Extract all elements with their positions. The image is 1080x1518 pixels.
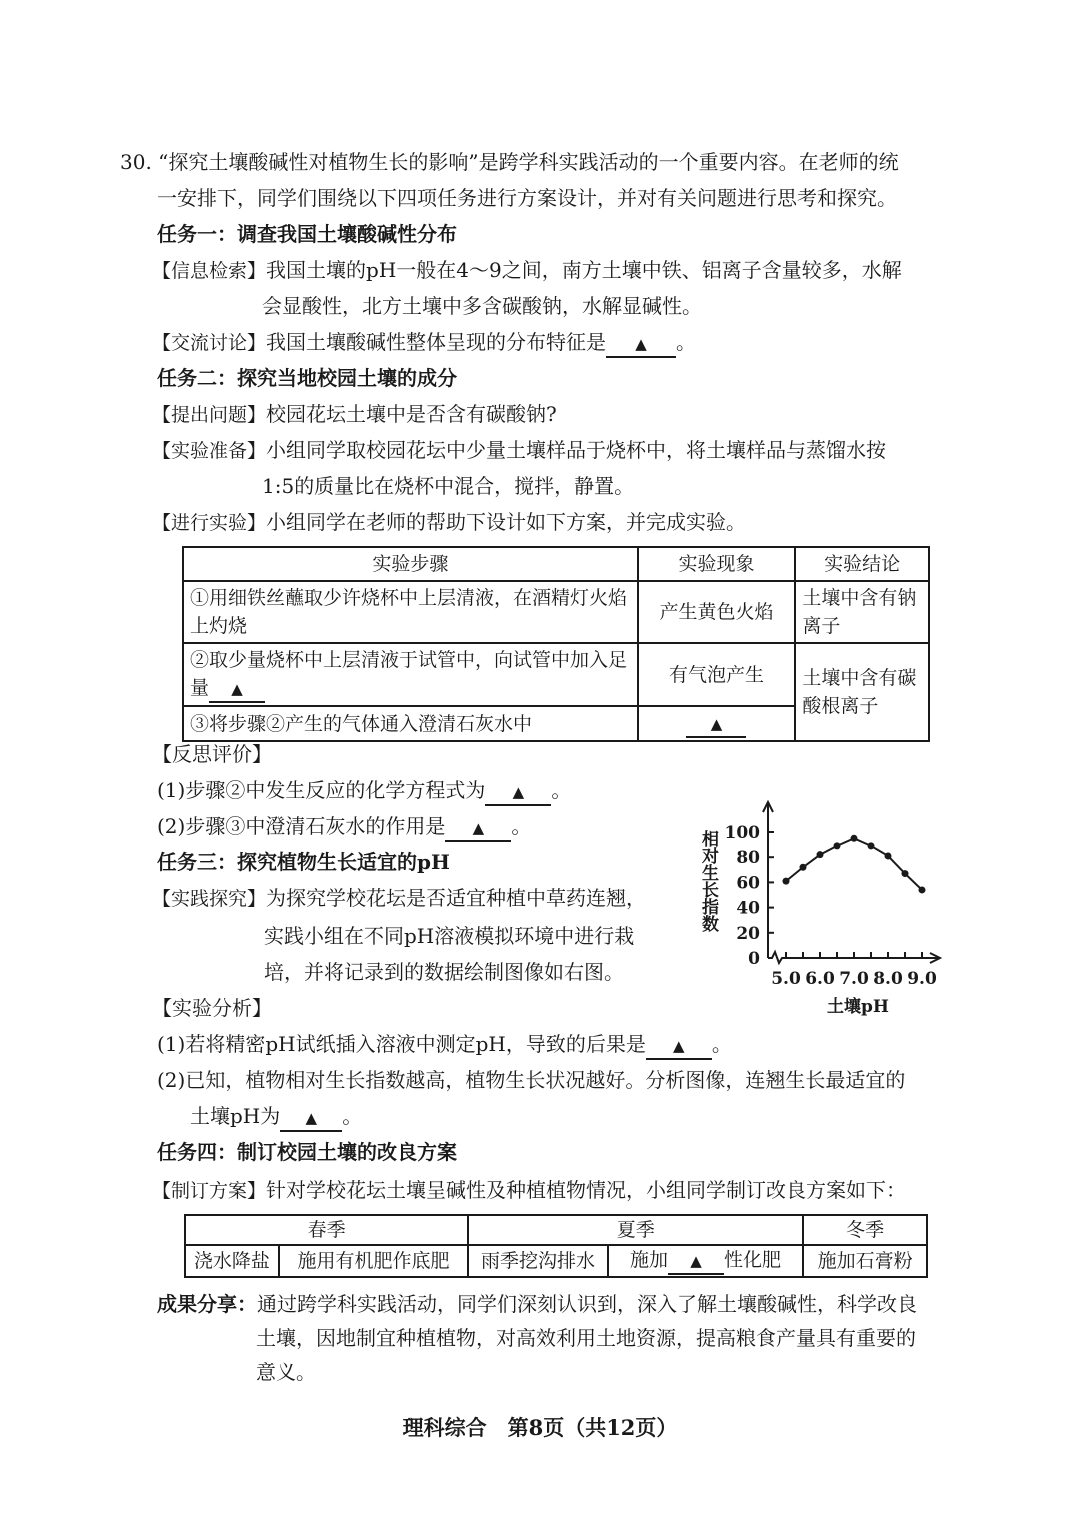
header-phenomenon: 实验现象 — [638, 547, 796, 581]
task2-prep-line-1 — [152, 436, 886, 465]
data-point — [902, 870, 909, 877]
season-row — [185, 1215, 927, 1245]
data-point — [817, 851, 824, 858]
chart-points — [783, 835, 926, 894]
info-text-1: 我国土壤的pH一般在4～9之间，南方土壤中铁、铝离子含量较多，水解 — [266, 258, 902, 282]
triangle-icon: ▲ — [690, 1252, 702, 1270]
phenomenon-3 — [638, 706, 796, 741]
reflect-q1 — [157, 776, 571, 806]
table-header-row — [183, 547, 929, 581]
task3-practice-line-1 — [152, 884, 646, 913]
experiment-text: 小组同学在老师的帮助下设计如下方案，并完成实验。 — [266, 510, 747, 534]
y-axis-label: 相对生长指数 — [698, 830, 718, 932]
experiment-tag: 【进行实验】 — [152, 512, 267, 534]
analysis-q1 — [157, 1030, 732, 1060]
share-line-1 — [157, 1290, 917, 1318]
y-tick-label: 100 — [724, 823, 760, 843]
task1-title: 任务一：调查我国土壤酸碱性分布 — [157, 222, 457, 246]
answer-blank[interactable] — [445, 814, 511, 842]
answer-blank[interactable] — [686, 711, 746, 738]
info-tag: 【信息检索】 — [152, 260, 267, 282]
step-2 — [183, 643, 638, 706]
share-line-3: 意义。 — [256, 1360, 316, 1384]
task3-practice-line-3: 培，并将记录到的数据绘制图像如右图。 — [264, 960, 624, 984]
growth-chart — [690, 790, 950, 1020]
triangle-icon: ▲ — [472, 819, 485, 837]
answer-blank[interactable] — [668, 1248, 724, 1275]
conclusion-2: 土壤中含有碳酸根离子 — [795, 643, 929, 741]
x-tick-label: 6.0 — [805, 969, 835, 989]
x-tick-label: 7.0 — [839, 969, 869, 989]
plan-tag: 【制订方案】 — [152, 1180, 267, 1202]
answer-blank[interactable] — [209, 676, 265, 703]
x-axis-label: 土壤pH — [827, 997, 889, 1017]
answer-blank[interactable] — [606, 330, 676, 358]
triangle-icon: ▲ — [635, 335, 647, 353]
season-spring: 春季 — [185, 1215, 468, 1245]
task3-title: 任务三：探究植物生长适宜的pH — [157, 850, 450, 874]
phenomenon-2: 有气泡产生 — [638, 643, 796, 706]
y-tick-label: 60 — [736, 873, 760, 894]
summer-measure-2a: 施加 — [630, 1249, 669, 1271]
share-line-2: 土壤，因地制宜种植植物，对高效利用土地资源，提高粮食产量具有重要的 — [256, 1326, 916, 1350]
answer-blank[interactable] — [280, 1104, 342, 1132]
task2-experiment — [152, 508, 746, 537]
plan-text: 针对学校花坛土壤呈碱性及种植植物情况，小组同学制订改良方案如下： — [266, 1178, 907, 1202]
share-text-1: 通过跨学科实践活动，同学们深刻认识到，深入了解土壤酸碱性，科学改良 — [257, 1292, 917, 1316]
winter-measure: 施加石膏粉 — [803, 1245, 927, 1277]
share-tag: 成果分享： — [157, 1292, 257, 1316]
question-intro-line-1: 30. “探究土壤酸碱性对植物生长的影响”是跨学科实践活动的一个重要内容。在老师的统 — [120, 150, 899, 174]
prep-tag: 【实验准备】 — [152, 440, 267, 462]
discussion-text: 我国土壤酸碱性整体呈现的分布特征是 — [266, 330, 607, 354]
reflect-q2-text: (2)步骤③中澄清石灰水的作用是 — [157, 814, 446, 838]
analysis-q2-line-2 — [190, 1102, 362, 1132]
punct: 。 — [711, 1032, 732, 1056]
phenomenon-1: 产生黄色火焰 — [638, 581, 796, 643]
header-step: 实验步骤 — [183, 547, 638, 581]
data-point — [851, 835, 858, 842]
punct: 。 — [551, 778, 572, 802]
header-conclusion: 实验结论 — [795, 547, 929, 581]
practice-text-1: 为探究学校花坛是否适宜种植中草药连翘， — [266, 886, 647, 910]
data-point — [800, 864, 807, 871]
plan-table — [184, 1214, 928, 1278]
measure-row — [185, 1245, 927, 1277]
triangle-icon: ▲ — [305, 1109, 318, 1127]
analysis-q1-text: (1)若将精密pH试纸插入溶液中测定pH，导致的后果是 — [157, 1032, 646, 1056]
page-footer: 理科综合 第8页（共12页） — [402, 1415, 678, 1440]
punct: 。 — [342, 1104, 363, 1128]
step-3: ③将步骤②产生的气体通入澄清石灰水中 — [183, 706, 638, 741]
data-point — [919, 886, 926, 893]
triangle-icon: ▲ — [710, 715, 723, 733]
answer-blank[interactable] — [485, 778, 551, 806]
x-tick-label: 9.0 — [907, 969, 937, 989]
task1-info-line-1 — [152, 256, 902, 285]
summer-measure-2 — [608, 1245, 804, 1277]
triangle-icon: ▲ — [673, 1037, 685, 1055]
reflect-q1-text: (1)步骤②中发生反应的化学方程式为 — [157, 778, 486, 802]
analysis-q2-text: 土壤pH为 — [190, 1104, 281, 1128]
analysis-tag: 【实验分析】 — [152, 996, 272, 1020]
triangle-icon: ▲ — [231, 680, 243, 698]
y-tick-label: 80 — [736, 848, 760, 869]
y-tick-label: 20 — [736, 923, 760, 944]
season-summer: 夏季 — [468, 1215, 803, 1245]
reflect-tag: 【反思评价】 — [152, 742, 272, 766]
task2-question — [152, 400, 557, 429]
step-1: ①用细铁丝蘸取少许烧杯中上层清液，在酒精灯火焰上灼烧 — [183, 581, 638, 643]
prep-text-1: 小组同学取校园花坛中少量土壤样品于烧杯中，将土壤样品与蒸馏水按 — [266, 438, 887, 462]
question-tag: 【提出问题】 — [152, 404, 267, 426]
x-tick-label: 8.0 — [873, 969, 903, 989]
table-row — [183, 581, 929, 643]
triangle-icon: ▲ — [512, 783, 525, 801]
spring-measure-2: 施用有机肥作底肥 — [279, 1245, 468, 1277]
question-text: 校园花坛土壤中是否含有碳酸钠? — [266, 402, 557, 426]
question-intro-line-2: 一安排下，同学们围绕以下四项任务进行方案设计，并对有关问题进行思考和探究。 — [157, 186, 897, 210]
conclusion-1: 土壤中含有钠离子 — [795, 581, 929, 643]
punct: 。 — [676, 330, 697, 354]
practice-tag: 【实践探究】 — [152, 888, 267, 910]
task1-info-line-2: 会显酸性，北方土壤中多含碳酸钠，水解显碱性。 — [262, 294, 702, 318]
season-winter: 冬季 — [803, 1215, 927, 1245]
step-2-text: ②取少量烧杯中上层清液于试管中，向试管中加入足量 — [190, 649, 628, 699]
summer-measure-1: 雨季挖沟排水 — [468, 1245, 608, 1277]
y-tick-label: 0 — [748, 949, 760, 969]
summer-measure-2b: 性化肥 — [724, 1249, 782, 1271]
y-tick-label: 40 — [736, 898, 760, 919]
task1-discussion — [152, 328, 696, 358]
series-line — [786, 838, 922, 890]
task4-title: 任务四：制订校园土壤的改良方案 — [157, 1140, 457, 1164]
x-tick-label: 5.0 — [771, 969, 801, 989]
task2-prep-line-2: 1:5的质量比在烧杯中混合，搅拌，静置。 — [262, 474, 635, 498]
data-point — [783, 878, 790, 885]
task4-plan — [152, 1176, 906, 1205]
table-row — [183, 643, 929, 706]
discussion-tag: 【交流讨论】 — [152, 332, 267, 354]
data-point — [834, 842, 841, 849]
spring-measure-1: 浇水降盐 — [185, 1245, 279, 1277]
punct: 。 — [511, 814, 532, 838]
experiment-table — [182, 546, 930, 742]
data-point — [868, 842, 875, 849]
answer-blank[interactable] — [646, 1032, 712, 1060]
analysis-q2-line-1: (2)已知，植物相对生长指数越高，植物生长状况越好。分析图像，连翘生长最适宜的 — [157, 1068, 906, 1092]
task2-title: 任务二：探究当地校园土壤的成分 — [157, 366, 457, 390]
reflect-q2 — [157, 812, 531, 842]
data-point — [885, 852, 892, 859]
task3-practice-line-2: 实践小组在不同pH溶液模拟环境中进行栽 — [264, 924, 635, 948]
chart-ticks — [725, 823, 937, 989]
